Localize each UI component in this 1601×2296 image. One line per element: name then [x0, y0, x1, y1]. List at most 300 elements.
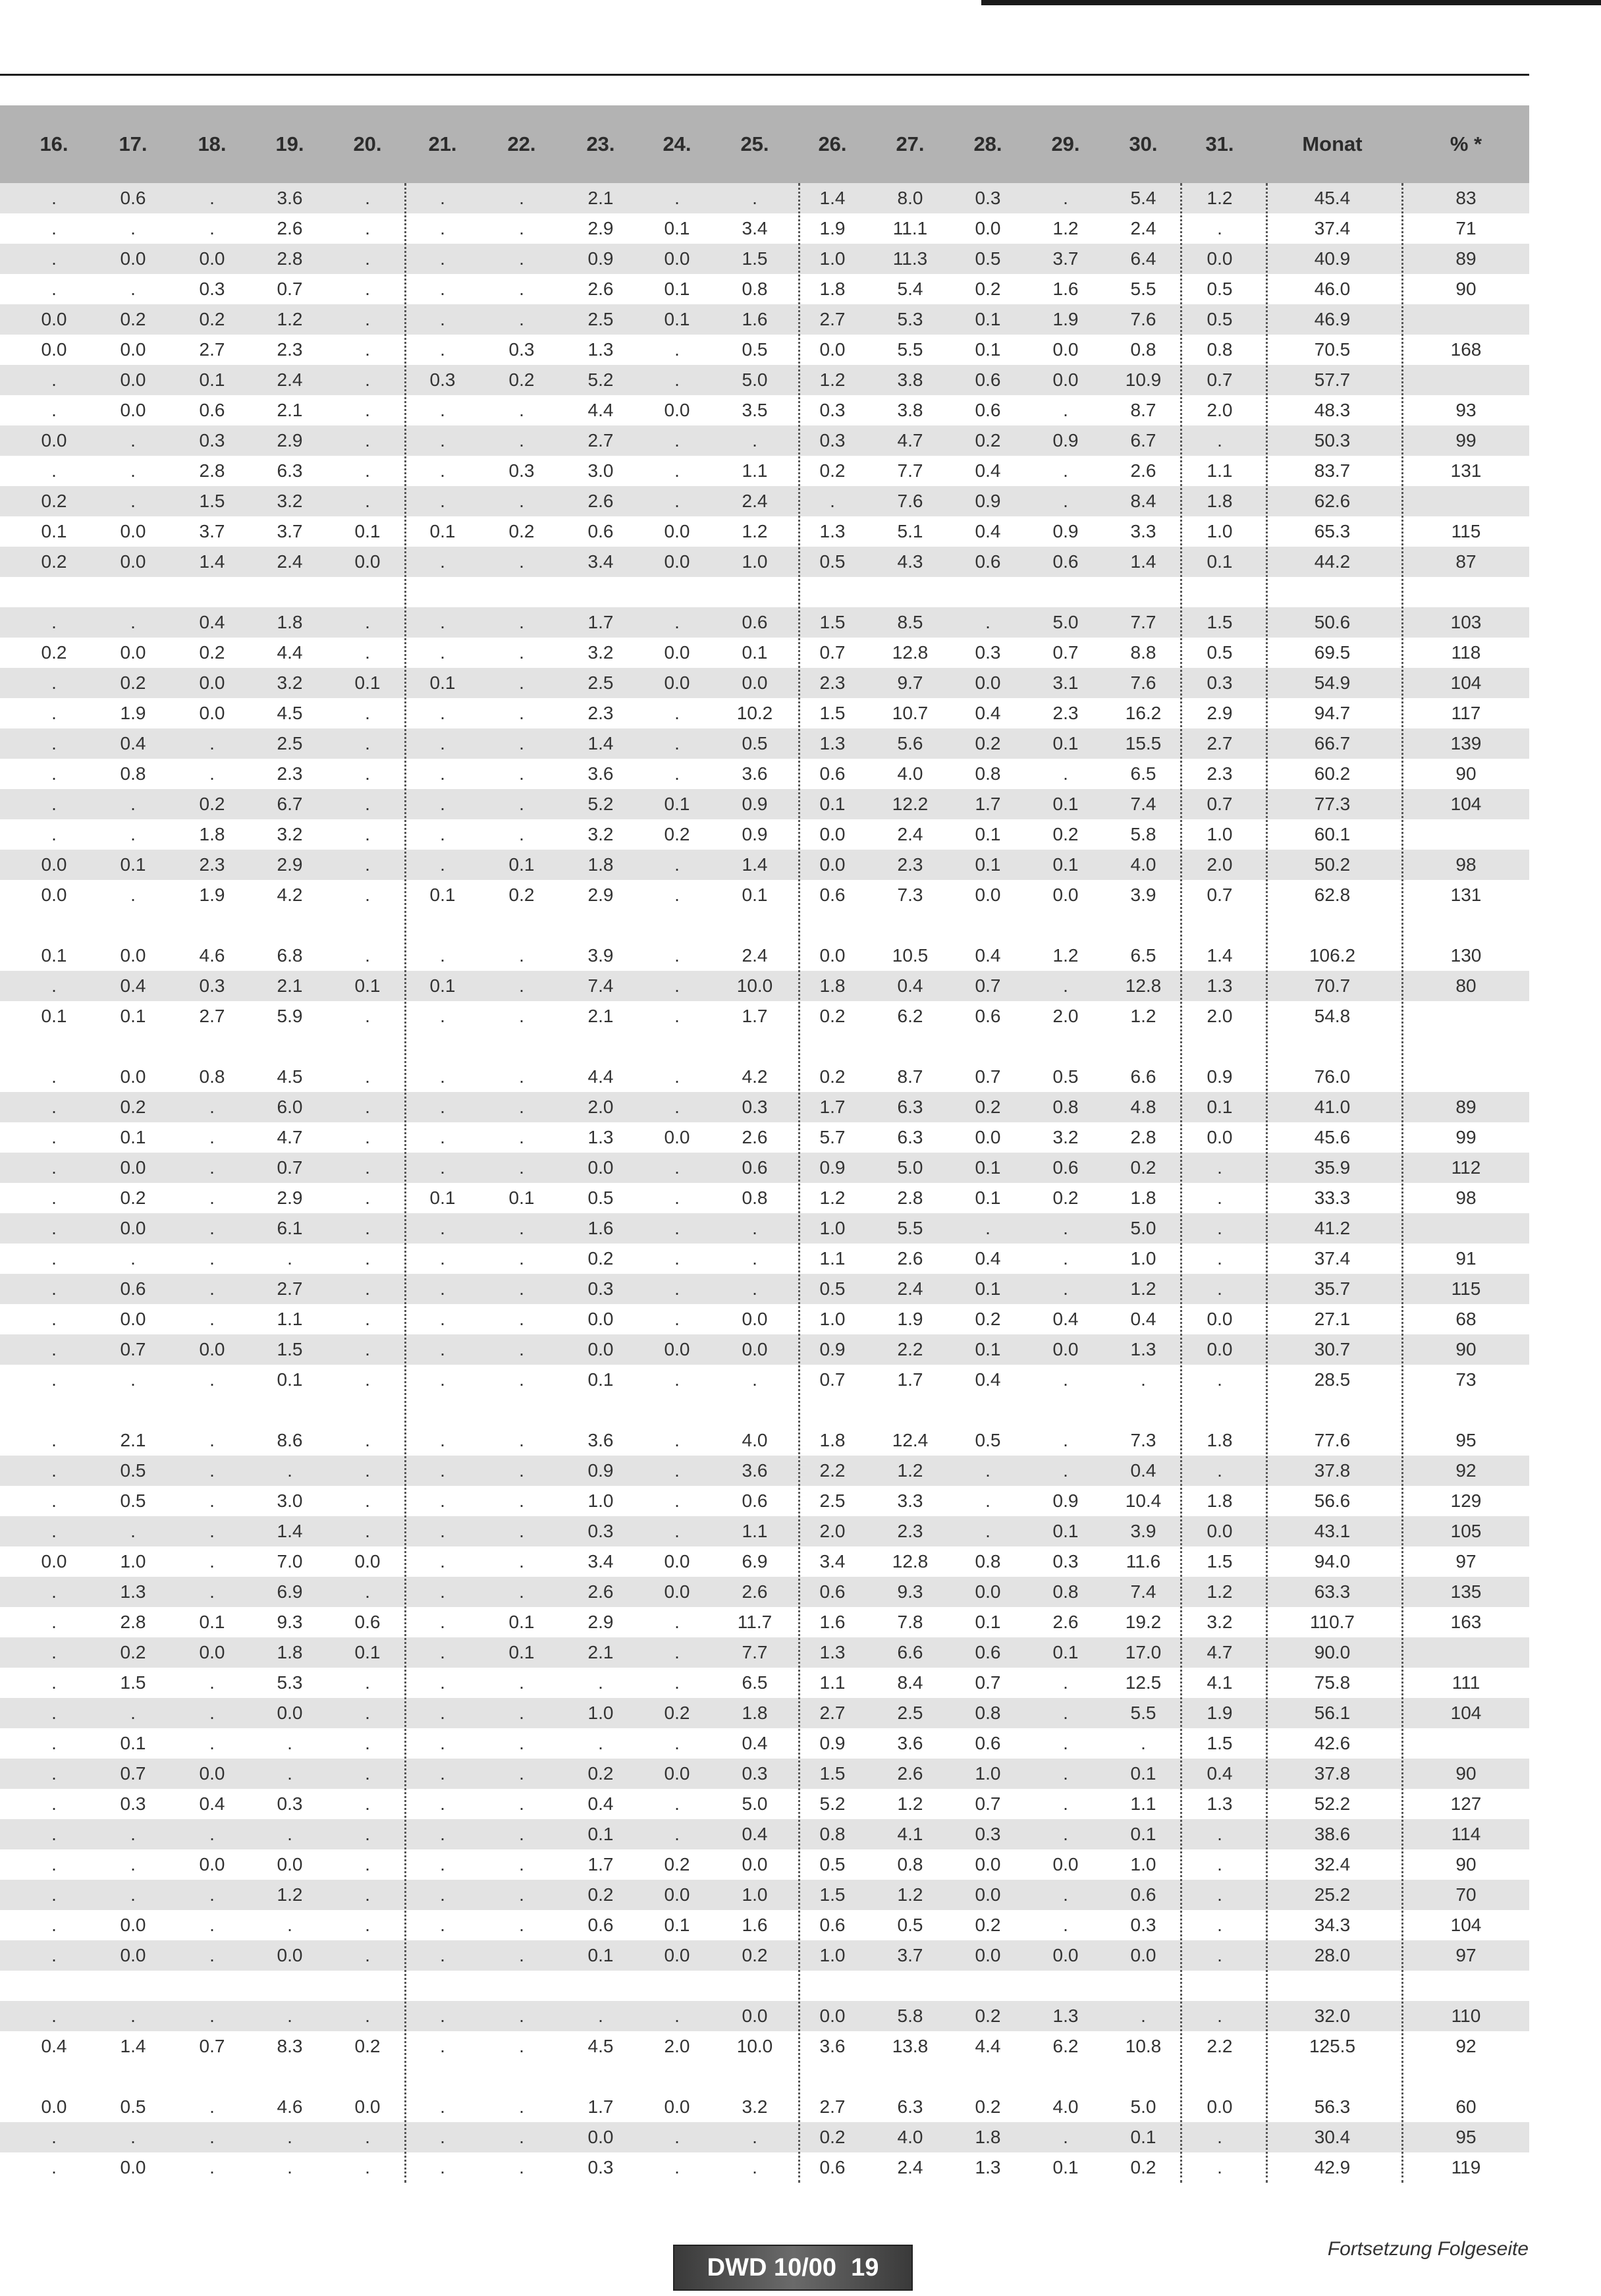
table-cell: 70.7 — [1314, 975, 1351, 996]
table-cell: 0.5 — [1052, 1066, 1079, 1087]
table-cell: . — [209, 1218, 215, 1238]
table-cell: 0.4 — [897, 975, 923, 996]
table-cell: 0.1 — [664, 279, 690, 299]
column-header: 29. — [1051, 132, 1080, 155]
table-cell: 0.6 — [742, 612, 768, 632]
table-cell: 4.5 — [587, 2036, 614, 2056]
table-cell: 0.2 — [819, 1066, 846, 1087]
table-cell: . — [674, 2006, 680, 2026]
table-row — [0, 789, 1529, 819]
table-cell: . — [440, 854, 445, 875]
table-cell: . — [1063, 1703, 1068, 1723]
table-cell: . — [440, 1339, 445, 1359]
table-cell: . — [440, 279, 445, 299]
table-cell: 0.1 — [1130, 1763, 1156, 1784]
table-cell: . — [674, 2157, 680, 2177]
table-cell: 70.5 — [1314, 339, 1351, 360]
table-cell: 0.0 — [120, 1218, 146, 1238]
table-cell: 0.2 — [1130, 2157, 1156, 2177]
table-cell: . — [209, 1309, 215, 1329]
table-cell: . — [519, 1339, 524, 1359]
table-row — [0, 365, 1529, 395]
table-cell: 0.0 — [199, 1339, 225, 1359]
table-cell: 0.0 — [277, 1945, 303, 1965]
table-cell: . — [130, 1248, 136, 1269]
table-cell: 38.6 — [1314, 1824, 1351, 1844]
table-cell: 6.3 — [897, 1097, 923, 1117]
table-cell: . — [51, 1763, 57, 1784]
table-cell: 30.4 — [1314, 2127, 1351, 2147]
table-cell: . — [674, 885, 680, 905]
table-cell: 112 — [1451, 1157, 1481, 1178]
table-cell: . — [130, 1703, 136, 1723]
table-cell: . — [365, 1915, 370, 1935]
table-cell: 1.5 — [120, 1672, 146, 1693]
table-cell: . — [440, 945, 445, 966]
table-cell: 0.5 — [1207, 642, 1233, 663]
table-cell: 103 — [1450, 612, 1482, 632]
table-cell: . — [51, 2127, 57, 2147]
table-cell: . — [51, 460, 57, 481]
group-spacer — [0, 577, 1529, 607]
table-cell: 0.3 — [1130, 1915, 1156, 1935]
table-cell: 3.0 — [277, 1490, 303, 1511]
table-row — [0, 1425, 1529, 1456]
table-cell: 0.1 — [1207, 1097, 1233, 1117]
table-cell: 0.5 — [120, 1460, 146, 1481]
table-cell: . — [1063, 1672, 1068, 1693]
table-cell: 0.3 — [587, 1521, 614, 1541]
table-cell: 0.0 — [120, 1915, 146, 1935]
table-cell: 2.9 — [277, 1188, 303, 1208]
table-cell: 2.3 — [897, 1521, 923, 1541]
table-cell: 0.1 — [587, 1369, 614, 1390]
table-cell: 2.1 — [277, 975, 303, 996]
table-cell: 6.3 — [277, 460, 303, 481]
table-cell: 77.3 — [1314, 794, 1351, 814]
table-cell: 2.4 — [897, 1278, 923, 1299]
table-cell: 0.0 — [199, 1854, 225, 1874]
table-cell: 71 — [1455, 218, 1477, 238]
table-cell: . — [209, 733, 215, 753]
table-cell: 114 — [1451, 1824, 1481, 1844]
table-cell: 2.6 — [587, 279, 614, 299]
table-cell: . — [365, 1309, 370, 1329]
table-cell: 0.2 — [1052, 1188, 1079, 1208]
table-cell: 50.6 — [1314, 612, 1351, 632]
table-row — [0, 819, 1529, 850]
table-cell: 1.9 — [120, 703, 146, 723]
table-cell: . — [287, 1763, 292, 1784]
table-cell: 94.7 — [1314, 703, 1351, 723]
table-cell: . — [209, 1490, 215, 1511]
table-cell: 3.2 — [277, 824, 303, 844]
table-cell: . — [1063, 1763, 1068, 1784]
table-cell: 0.2 — [664, 1703, 690, 1723]
table-cell: 0.8 — [120, 763, 146, 784]
table-cell: 0.7 — [819, 1369, 846, 1390]
table-cell: . — [674, 1460, 680, 1481]
table-cell: 37.8 — [1314, 1460, 1351, 1481]
table-cell: 1.3 — [120, 1581, 146, 1602]
table-cell: 0.7 — [975, 975, 1001, 996]
table-cell: 3.2 — [1052, 1127, 1079, 1147]
table-cell: . — [440, 1733, 445, 1753]
table-cell: 131 — [1450, 885, 1482, 905]
table-cell: . — [51, 1127, 57, 1147]
table-cell: 0.6 — [819, 885, 846, 905]
table-cell: 5.0 — [742, 1793, 768, 1814]
table-cell: 106.2 — [1309, 945, 1356, 966]
table-cell: . — [1141, 1733, 1146, 1753]
table-cell: 0.0 — [120, 521, 146, 541]
table-cell: 11.7 — [737, 1612, 773, 1632]
table-cell: 0.0 — [199, 248, 225, 269]
table-cell: . — [674, 1309, 680, 1329]
table-row — [0, 486, 1529, 516]
table-cell: 5.7 — [819, 1127, 846, 1147]
table-cell: 0.6 — [975, 1642, 1001, 1662]
table-cell: 0.0 — [742, 1854, 768, 1874]
table-cell: 6.0 — [277, 1097, 303, 1117]
table-cell — [1407, 1213, 1525, 1244]
table-cell: 9.7 — [897, 672, 923, 693]
table-cell: 0.7 — [199, 2036, 225, 2056]
table-cell: . — [985, 1218, 990, 1238]
table-cell: 2.5 — [819, 1490, 846, 1511]
table-cell: 83.7 — [1314, 460, 1351, 481]
table-cell: 0.1 — [429, 975, 456, 996]
table-cell: 3.6 — [742, 1460, 768, 1481]
table-cell: 5.0 — [897, 1157, 923, 1178]
table-cell: . — [209, 1369, 215, 1390]
table-cell: . — [51, 1339, 57, 1359]
table-cell: 0.9 — [587, 248, 614, 269]
table-cell: 0.0 — [664, 1551, 690, 1572]
table-cell: . — [519, 430, 524, 451]
table-cell: . — [440, 309, 445, 329]
table-cell: 69.5 — [1314, 642, 1351, 663]
table-cell: . — [440, 1854, 445, 1874]
table-cell: 0.8 — [742, 279, 768, 299]
table-cell: 25.2 — [1314, 1884, 1351, 1905]
table-cell: . — [1063, 1430, 1068, 1450]
table-cell: 0.1 — [199, 369, 225, 390]
table-cell: 7.6 — [1130, 309, 1156, 329]
table-cell: . — [130, 2006, 136, 2026]
table-cell: . — [209, 1460, 215, 1481]
table-cell: 0.7 — [277, 279, 303, 299]
table-row — [0, 941, 1529, 971]
table-cell: 0.0 — [819, 854, 846, 875]
table-cell: 1.0 — [742, 1884, 768, 1905]
table-cell: 5.2 — [819, 1793, 846, 1814]
table-cell: . — [674, 945, 680, 966]
table-cell: 8.6 — [277, 1430, 303, 1450]
table-cell: 0.7 — [1207, 794, 1233, 814]
table-cell: 1.1 — [742, 1521, 768, 1541]
table-cell: . — [440, 1945, 445, 1965]
table-row — [0, 1546, 1529, 1577]
table-cell: 50.3 — [1314, 430, 1351, 451]
table-cell: . — [674, 854, 680, 875]
table-cell: . — [365, 794, 370, 814]
table-cell: 5.5 — [1130, 279, 1156, 299]
table-cell: . — [365, 1157, 370, 1178]
table-cell: 135 — [1450, 1581, 1482, 1602]
table-row — [0, 1183, 1529, 1213]
table-cell: 1.6 — [742, 309, 768, 329]
table-cell: 0.2 — [975, 733, 1001, 753]
table-row — [0, 1456, 1529, 1486]
table-cell: 0.1 — [354, 975, 381, 996]
table-cell: 2.6 — [897, 1248, 923, 1269]
table-cell: . — [209, 1157, 215, 1178]
table-cell: . — [51, 1824, 57, 1844]
table-cell: . — [519, 2096, 524, 2117]
table-cell: 130 — [1450, 945, 1482, 966]
table-row — [0, 1304, 1529, 1334]
table-cell: . — [1063, 1278, 1068, 1299]
table-cell: 0.2 — [587, 1884, 614, 1905]
table-cell: 115 — [1451, 1278, 1481, 1299]
table-cell: . — [209, 188, 215, 208]
table-cell: 0.3 — [819, 400, 846, 420]
table-cell: . — [519, 1945, 524, 1965]
table-cell: . — [440, 339, 445, 360]
table-cell: 1.0 — [120, 1551, 146, 1572]
table-cell: 0.0 — [664, 642, 690, 663]
table-cell: . — [1217, 430, 1222, 451]
table-cell: 2.6 — [897, 1763, 923, 1784]
column-header: 19. — [275, 132, 304, 155]
table-cell: 1.2 — [819, 369, 846, 390]
table-cell: . — [209, 1884, 215, 1905]
table-cell: 80 — [1455, 975, 1477, 996]
table-cell: 1.5 — [1207, 612, 1233, 632]
table-cell: 12.8 — [892, 642, 929, 663]
table-row — [0, 759, 1529, 789]
table-cell: 117 — [1451, 703, 1481, 723]
table-cell: 0.0 — [819, 339, 846, 360]
table-cell: 0.0 — [975, 1581, 1001, 1602]
table-cell: 99 — [1455, 1127, 1477, 1147]
table-cell: . — [130, 1824, 136, 1844]
table-cell: 0.4 — [975, 945, 1001, 966]
table-cell: 0.0 — [120, 642, 146, 663]
table-cell: . — [752, 1369, 757, 1390]
table-cell: . — [365, 1763, 370, 1784]
table-cell: 2.0 — [1207, 854, 1233, 875]
table-cell: 0.0 — [354, 1551, 381, 1572]
table-cell: 1.4 — [277, 1521, 303, 1541]
table-cell: 0.9 — [819, 1733, 846, 1753]
table-cell: . — [365, 1672, 370, 1693]
table-row — [0, 971, 1529, 1001]
table-cell: 0.8 — [1207, 339, 1233, 360]
table-cell: 0.0 — [1207, 1309, 1233, 1329]
table-cell: 0.7 — [1207, 369, 1233, 390]
table-cell: . — [1217, 1460, 1222, 1481]
table-cell: . — [674, 1521, 680, 1541]
table-cell: . — [209, 1733, 215, 1753]
table-cell: 1.9 — [1207, 1703, 1233, 1723]
table-cell: 2.7 — [587, 430, 614, 451]
table-cell: . — [51, 248, 57, 269]
table-cell: 0.9 — [819, 1157, 846, 1178]
table-row — [0, 1607, 1529, 1637]
table-cell: . — [1063, 491, 1068, 511]
table-cell: 0.5 — [742, 339, 768, 360]
table-cell: 0.2 — [1052, 824, 1079, 844]
table-cell: 0.9 — [1052, 430, 1079, 451]
table-cell: 4.0 — [742, 1430, 768, 1450]
table-cell: . — [365, 885, 370, 905]
table-cell: 83 — [1455, 188, 1477, 208]
table-cell: . — [51, 1066, 57, 1087]
table-cell: 0.1 — [354, 1642, 381, 1662]
table-cell: 1.4 — [120, 2036, 146, 2056]
table-cell: 0.0 — [587, 1157, 614, 1178]
table-cell: . — [365, 1248, 370, 1269]
table-cell: . — [674, 703, 680, 723]
table-cell: . — [1063, 2127, 1068, 2147]
table-row — [0, 274, 1529, 304]
table-cell: 2.9 — [1207, 703, 1233, 723]
table-cell: . — [365, 1854, 370, 1874]
table-cell: 0.1 — [975, 339, 1001, 360]
table-cell: 0.1 — [429, 672, 456, 693]
table-cell: . — [519, 1854, 524, 1874]
table-cell: . — [440, 1703, 445, 1723]
table-cell: 1.0 — [587, 1703, 614, 1723]
table-cell: . — [130, 824, 136, 844]
table-cell: 0.1 — [429, 521, 456, 541]
table-cell: 0.4 — [975, 460, 1001, 481]
table-cell: 6.5 — [1130, 945, 1156, 966]
table-cell: 0.0 — [742, 1309, 768, 1329]
table-cell: 1.2 — [277, 309, 303, 329]
table-cell: 0.6 — [742, 1157, 768, 1178]
table-row — [0, 2122, 1529, 2152]
table-cell: 1.1 — [1130, 1793, 1156, 1814]
table-cell: . — [1063, 975, 1068, 996]
table-cell: 1.0 — [1130, 1854, 1156, 1874]
table-cell: . — [365, 1339, 370, 1359]
table-cell: . — [365, 1430, 370, 1450]
table-cell: 0.7 — [120, 1339, 146, 1359]
table-cell: 45.6 — [1314, 1127, 1351, 1147]
table-cell: 1.5 — [1207, 1551, 1233, 1572]
table-cell: 0.4 — [120, 975, 146, 996]
table-cell: 91 — [1455, 1248, 1477, 1269]
table-cell: . — [51, 975, 57, 996]
table-cell: . — [440, 763, 445, 784]
table-cell: 68 — [1455, 1309, 1477, 1329]
table-cell: 0.1 — [429, 1188, 456, 1208]
table-cell: 2.4 — [1130, 218, 1156, 238]
table-cell: . — [365, 460, 370, 481]
table-cell: 7.7 — [742, 1642, 768, 1662]
table-cell: 6.3 — [897, 1127, 923, 1147]
table-cell: . — [365, 612, 370, 632]
table-cell: 2.6 — [587, 491, 614, 511]
table-cell: . — [674, 612, 680, 632]
table-cell: . — [674, 1006, 680, 1026]
table-cell: 12.8 — [892, 1551, 929, 1572]
table-cell: 0.4 — [1130, 1460, 1156, 1481]
table-cell: 1.5 — [819, 1884, 846, 1905]
column-header: 16. — [40, 132, 68, 155]
table-cell: 10.9 — [1125, 369, 1162, 390]
table-cell: 2.3 — [897, 854, 923, 875]
table-cell: 95 — [1455, 2127, 1477, 2147]
table-cell: 2.9 — [587, 218, 614, 238]
table-cell: . — [365, 1945, 370, 1965]
table-cell: 0.0 — [664, 672, 690, 693]
table-row — [0, 607, 1529, 638]
table-cell: 56.1 — [1314, 1703, 1351, 1723]
table-cell: 2.3 — [277, 763, 303, 784]
table-cell: 0.6 — [1052, 1157, 1079, 1178]
table-cell: 0.0 — [199, 1642, 225, 1662]
table-cell: . — [440, 1430, 445, 1450]
table-cell: . — [365, 1703, 370, 1723]
table-cell: 5.0 — [1130, 1218, 1156, 1238]
table-cell: 0.8 — [1052, 1581, 1079, 1602]
table-cell: 0.5 — [742, 733, 768, 753]
table-cell: . — [752, 2157, 757, 2177]
table-cell: . — [1217, 1915, 1222, 1935]
table-row — [0, 1728, 1529, 1759]
table-cell: 0.0 — [1052, 1945, 1079, 1965]
table-cell: 0.0 — [1130, 1945, 1156, 1965]
table-cell: 7.4 — [1130, 794, 1156, 814]
table-cell: 0.0 — [120, 945, 146, 966]
table-row — [0, 244, 1529, 274]
table-cell: 3.1 — [1052, 672, 1079, 693]
table-row — [0, 1092, 1529, 1122]
table-cell: 10.2 — [736, 703, 773, 723]
table-cell: 5.6 — [897, 733, 923, 753]
table-cell: . — [519, 1490, 524, 1511]
table-row — [0, 1334, 1529, 1365]
table-cell: . — [440, 1309, 445, 1329]
table-cell: 0.9 — [587, 1460, 614, 1481]
table-cell: 0.3 — [975, 642, 1001, 663]
table-cell: 0.7 — [120, 1763, 146, 1784]
table-cell: 28.0 — [1314, 1945, 1351, 1965]
table-cell: 0.9 — [1207, 1066, 1233, 1087]
table-cell: 0.1 — [277, 1369, 303, 1390]
table-cell: 90 — [1455, 1763, 1477, 1784]
table-cell: . — [130, 430, 136, 451]
table-cell: 1.4 — [1130, 551, 1156, 572]
table-cell: 168 — [1450, 339, 1482, 360]
table-cell: 9.3 — [897, 1581, 923, 1602]
table-cell: 1.6 — [1052, 279, 1079, 299]
table-cell: 0.7 — [277, 1157, 303, 1178]
table-cell: 0.6 — [1130, 1884, 1156, 1905]
table-cell: 0.0 — [664, 1581, 690, 1602]
table-cell: . — [1063, 1733, 1068, 1753]
table-cell: . — [51, 824, 57, 844]
table-cell: . — [519, 279, 524, 299]
table-cell: 0.0 — [975, 1945, 1001, 1965]
column-divider — [1401, 183, 1403, 2183]
table-cell: 33.3 — [1314, 1188, 1351, 1208]
table-cell — [1407, 1062, 1525, 1092]
